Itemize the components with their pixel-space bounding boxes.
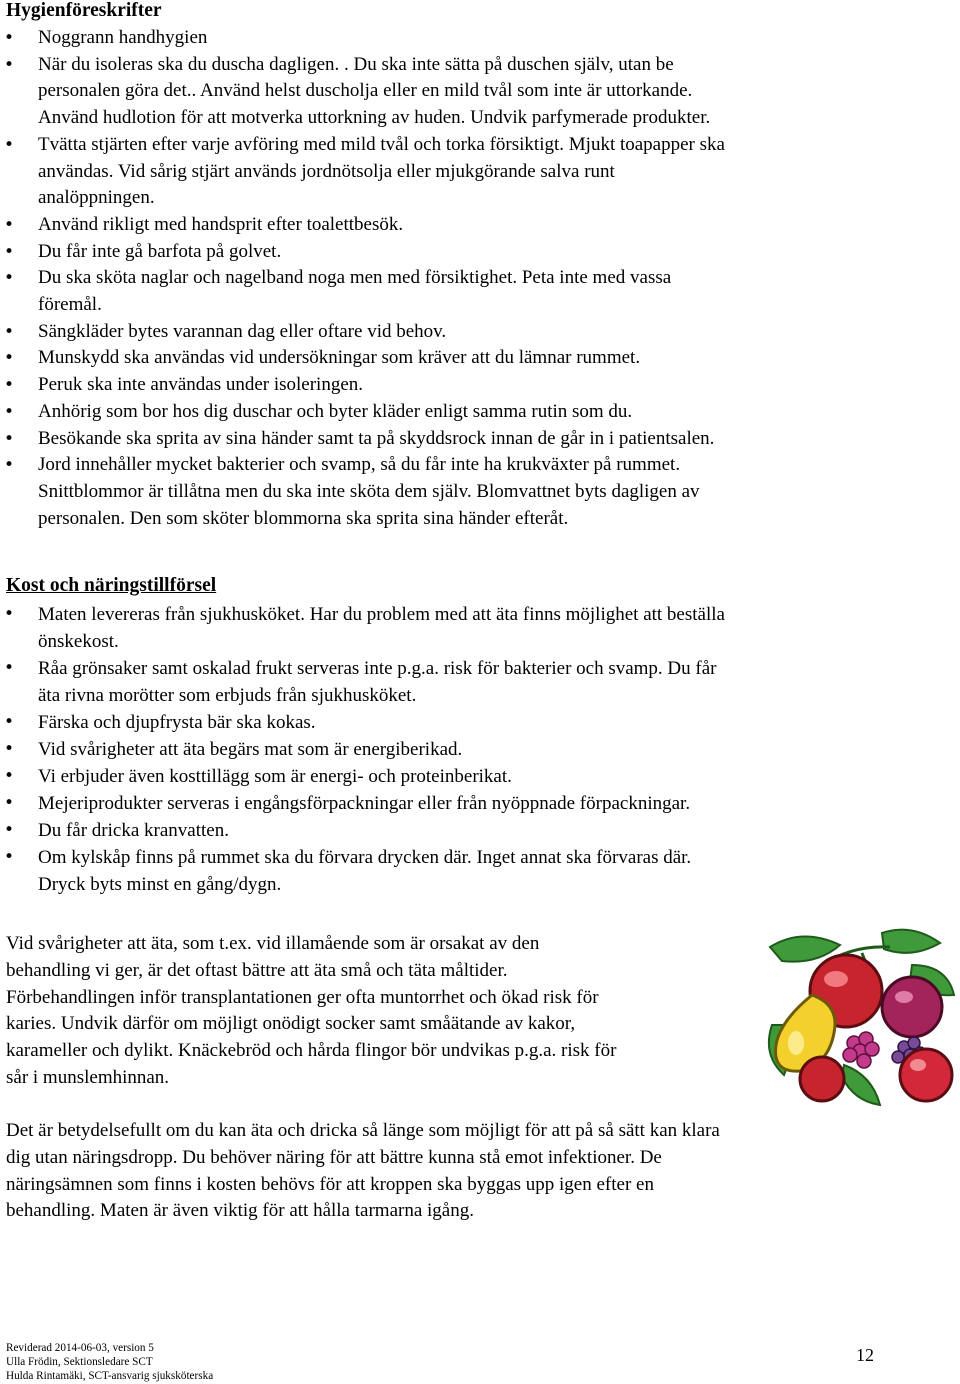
list-item: • Råa grönsaker samt oskalad frukt serveras inte p.g.a. risk för bakterier och svamp. Du får äta rivna morötter som erbjuds från sjukhusköket. [0,655,900,709]
list-item: • Du ska sköta naglar och nagelband noga men med försiktighet. Peta inte med vassa föremål. [0,265,900,318]
fruit-clipart-icon [762,925,957,1108]
list-item: • Peruk ska inte användas under isoleringen. [0,372,900,399]
list-item: • Sängkläder bytes varannan dag eller oftare vid behov. [0,319,900,346]
hygiene-heading: Hygienföreskrifter [6,0,162,21]
list-item: • Noggrann handhygien [0,25,900,52]
list-item: • Mejeriprodukter serveras i engångsförpackningar eller från nyöppnade förpackningar. [0,790,900,817]
list-item: • Munskydd ska användas vid undersökningar som kräver att du lämnar rummet. [0,345,900,372]
list-item: • Jord innehåller mycket bakterier och svamp, så du får inte ha krukväxter på rummet. Snittblommor är tillåtna men du ska inte sköta dem själv. Blomvattnet byts dagligen av personalen. Den som sköter blommorna ska sprita sina händer efteråt. [0,452,900,532]
list-item: • Tvätta stjärten efter varje avföring med mild tvål och torka försiktigt. Mjukt toapapper ska användas. Vid sårig stjärt används jordnötsolja eller mjukgörande salva runt analöppningen. [0,132,900,212]
list-item: • Vid svårigheter att äta begärs mat som är energiberikad. [0,736,900,763]
nutrition-list [0,601,900,898]
list-item: • Besökande ska sprita av sina händer samt ta på skyddsrock innan de går in i patientsalen. [0,426,900,453]
list-item: • Du får dricka kranvatten. [0,817,900,844]
list-item: • När du isoleras ska du duscha dagligen. . Du ska inte sätta på duschen själv, utan be personalen göra det.. Använd helst duscholja eller en mild tvål som inte är uttorkande. Använd hudlotion för att motverka uttorkning av huden. Undvik parfymerade produkter. [0,52,900,132]
list-item: • Om kylskåp finns på rummet ska du förvara drycken där. Inget annat ska förvaras där. Dryck byts minst en gång/dygn. [0,844,900,898]
list-item: • Du får inte gå barfota på golvet. [0,239,900,266]
eating-difficulties-paragraph: Vid svårigheter att äta, som t.ex. vid illamående som är orsakat av den behandling vi ger, är det oftast bättre att äta små och täta måltider. Förbehandlingen inför transplantationen ger ofta muntorrhet och ökad risk för karies. Undvik därför om möjligt onödigt socker samt småätande av kakor, karameller och dylikt. Knäckebröd och hårda flingor bör undvikas p.g.a. risk för sår i munslemhinnan. [6,933,617,1088]
nutrition-importance-paragraph: Det är betydelsefullt om du kan äta och dricka så länge som möjligt för att på så sätt kan klara dig utan näringsdropp. Du behöver näring för att bättre kunna stå emot infektioner. De näringsämnen som finns i kosten behövs för att kroppen ska byggas upp igen efter en behandling. Maten är även viktig för att hålla tarmarna igång. [6,1120,720,1222]
hygiene-list [0,25,900,532]
list-item: • Maten levereras från sjukhusköket. Har du problem med att äta finns möjlighet att beställa önskekost. [0,601,900,655]
page-number: 12 [856,1345,874,1365]
list-item: • Använd rikligt med handsprit efter toalettbesök. [0,212,900,239]
list-item: • Färska och djupfrysta bär ska kokas. [0,709,900,736]
list-item: • Vi erbjuder även kosttillägg som är energi- och proteinberikat. [0,763,900,790]
list-item: • Anhörig som bor hos dig duschar och byter kläder enligt samma rutin som du. [0,399,900,426]
revision-footer: Reviderad 2014-06-03, version 5 Ulla Frödin, Sektionsledare SCT Hulda Rintamäki, SCT-ansvarig sjuksköterska [6,1342,214,1382]
nutrition-heading: Kost och näringstillförsel [6,575,217,596]
